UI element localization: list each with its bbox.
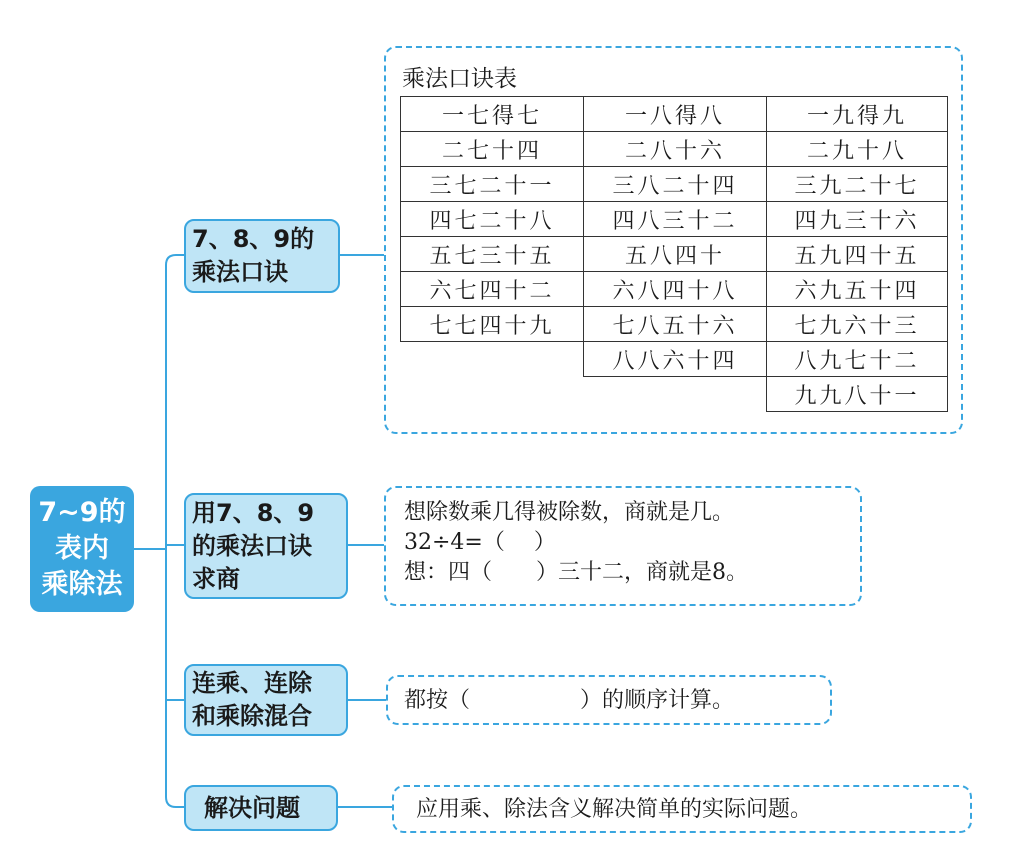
multiplication-table-box	[384, 46, 963, 434]
table-row	[401, 237, 948, 272]
table-cell: 五七三十五	[401, 237, 584, 272]
quotient-method-box	[384, 486, 862, 606]
branch-label: 连乘、连除 和乘除混合	[192, 669, 312, 730]
table-cell-empty	[584, 377, 767, 412]
branch-label: 用7、8、9 的乘法口诀 求商	[192, 498, 315, 593]
branch-problem-solving	[184, 785, 338, 831]
table-cell: 六八四十八	[584, 272, 767, 307]
table-cell: 六九五十四	[767, 272, 948, 307]
quotient-line: 想：四（ ）三十二，商就是8。	[404, 560, 748, 585]
table-cell: 六七四十二	[401, 272, 584, 307]
table-cell: 七八五十六	[584, 307, 767, 342]
mixed-operations-box	[386, 675, 832, 725]
mixed-operations-text: 都按（ ）的顺序计算。	[404, 688, 735, 713]
table-cell: 七九六十三	[767, 307, 948, 342]
branch-quotient-with-rhymes	[184, 493, 348, 599]
table-cell-empty	[401, 342, 584, 377]
branch-multiplication-rhymes	[184, 219, 340, 293]
table-cell: 三八二十四	[584, 167, 767, 202]
table-cell: 八八六十四	[584, 342, 767, 377]
branch-label: 7、8、9的 乘法口诀	[192, 225, 315, 286]
table-cell: 七七四十九	[401, 307, 584, 342]
root-label: 7~9的 表内 乘除法	[38, 497, 126, 600]
table-cell: 九九八十一	[767, 377, 948, 412]
table-cell: 四八三十二	[584, 202, 767, 237]
table-cell: 一九得九	[767, 97, 948, 132]
table-title: 乘法口诀表	[402, 66, 517, 92]
table-row	[401, 272, 948, 307]
table-cell: 一七得七	[401, 97, 584, 132]
table-cell: 五八四十	[584, 237, 767, 272]
table-cell: 二八十六	[584, 132, 767, 167]
problem-solving-box	[392, 785, 972, 833]
table-cell: 一八得八	[584, 97, 767, 132]
table-row	[401, 307, 948, 342]
multiplication-table	[400, 96, 948, 412]
branch-mixed-operations	[184, 664, 348, 736]
table-cell: 三七二十一	[401, 167, 584, 202]
table-cell: 二九十八	[767, 132, 948, 167]
table-cell: 五九四十五	[767, 237, 948, 272]
problem-solving-text: 应用乘、除法含义解决简单的实际问题。	[416, 797, 813, 822]
root-topic	[30, 486, 134, 612]
table-row	[401, 202, 948, 237]
quotient-line: 32÷4=（ ）	[404, 530, 556, 555]
quotient-line: 想除数乘几得被除数，商就是几。	[404, 500, 735, 525]
table-cell-empty	[401, 377, 584, 412]
branch-label: 解决问题	[204, 793, 300, 822]
table-row	[401, 377, 948, 412]
table-cell: 八九七十二	[767, 342, 948, 377]
table-cell: 四七二十八	[401, 202, 584, 237]
table-row	[401, 132, 948, 167]
table-cell: 三九二十七	[767, 167, 948, 202]
table-cell: 四九三十六	[767, 202, 948, 237]
table-row	[401, 97, 948, 132]
table-row	[401, 167, 948, 202]
table-row	[401, 342, 948, 377]
table-cell: 二七十四	[401, 132, 584, 167]
